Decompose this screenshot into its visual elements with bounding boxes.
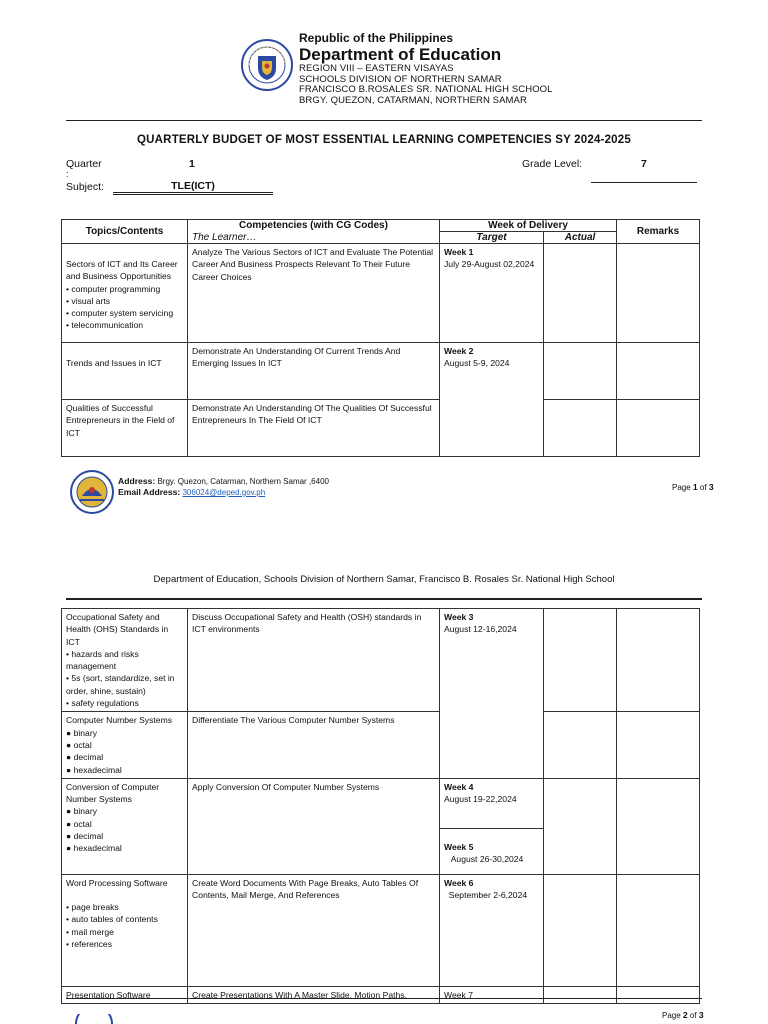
- school-logo-icon-partial: [74, 1014, 114, 1024]
- grade-level-value: 7: [641, 158, 647, 170]
- remarks-cell: [617, 874, 700, 986]
- topic-line: Computer Number Systems: [66, 715, 173, 726]
- table-row: [62, 874, 700, 986]
- actual-cell: [544, 986, 617, 1003]
- topic-cell: [62, 778, 188, 874]
- remarks-cell: [617, 609, 700, 712]
- deped-seal-icon: [241, 39, 293, 91]
- header-week-of-delivery: Week of Delivery: [440, 220, 617, 232]
- remarks-cell: [617, 244, 700, 343]
- address-text: Brgy. Quezon, Catarman, Northern Samar ,6400: [155, 477, 329, 486]
- actual-cell: [544, 343, 617, 400]
- topic-line: ● octal: [66, 818, 92, 829]
- topic-cell: [62, 609, 188, 712]
- competency-cell: Differentiate The Various Computer Number Systems: [188, 712, 440, 778]
- topic-line: • auto tables of contents: [66, 914, 158, 925]
- topic-line: • mail merge: [66, 926, 114, 937]
- target-cell: [440, 343, 544, 457]
- topic-line: Sectors of ICT and Its Career and Business Opportunities: [66, 259, 178, 282]
- target-cell: Week 7: [440, 986, 544, 1003]
- page2-header-rule: [66, 598, 702, 600]
- actual-cell: [544, 400, 617, 457]
- topic-cell: Qualities of Successful Entrepreneurs in the Field of ICT: [62, 400, 188, 457]
- topic-line: ● decimal: [66, 752, 104, 763]
- target-cell: [440, 609, 544, 779]
- page-total: 3: [698, 1010, 704, 1020]
- actual-cell: [544, 874, 617, 986]
- topic-line: ● octal: [66, 739, 92, 750]
- table-row: [62, 712, 700, 778]
- page-of: of: [697, 483, 709, 492]
- competency-cell: Demonstrate An Understanding Of Current Trends And Emerging Issues In ICT: [188, 343, 440, 400]
- email-link[interactable]: 306024@deped.gov.ph: [182, 488, 266, 497]
- page2-header: Department of Education, Schools Division of Northern Samar, Francisco B. Rosales Sr. National High School: [153, 574, 615, 585]
- competency-cell: Discuss Occupational Safety and Health (OSH) standards in ICT environments: [188, 609, 440, 712]
- school-text: FRANCISCO B.ROSALES SR. NATIONAL HIGH SCHOOL: [299, 84, 553, 95]
- topic-line: [66, 246, 183, 258]
- table-row: [62, 986, 700, 1003]
- quarter-label: Quarter: [66, 158, 102, 170]
- topic-line: ● binary: [66, 727, 97, 738]
- letterhead: [299, 32, 553, 105]
- table-row: [62, 778, 700, 828]
- header-the-learner: The Learner…: [188, 232, 440, 244]
- week-date: August 26-30,2024: [444, 854, 524, 865]
- competency-cell: Create Word Documents With Page Breaks, Auto Tables Of Contents, Mail Merge, And References: [188, 874, 440, 986]
- competency-cell: Analyze The Various Sectors of ICT and Evaluate The Potential Career And Business Prospects Relevant To Their Future Career Choices: [188, 244, 440, 343]
- topic-line: Word Processing Software: [66, 877, 168, 888]
- page-total: 3: [708, 482, 714, 492]
- page2-footer-rule: [66, 998, 702, 999]
- topic-line: • telecommunication: [66, 320, 144, 331]
- remarks-cell: [617, 986, 700, 1003]
- subject-value: TLE(ICT): [113, 180, 273, 193]
- remarks-cell: [617, 778, 700, 874]
- header-rule: [66, 120, 702, 121]
- page-of: of: [687, 1011, 699, 1020]
- topic-line: [66, 345, 183, 357]
- quarter-colon: :: [66, 169, 69, 179]
- topic-line: • 5s (sort, standardize, set in order, shine, sustain): [66, 673, 175, 696]
- page-current: 2: [682, 1010, 688, 1020]
- topic-line: • hazards and risks management: [66, 648, 139, 672]
- week-date: July 29-August 02,2024: [444, 259, 535, 270]
- topic-line: Trends and Issues in ICT: [66, 358, 162, 368]
- document-title: QUARTERLY BUDGET OF MOST ESSENTIAL LEARNING COMPETENCIES SY 2024-2025: [137, 134, 631, 146]
- topic-line: • visual arts: [66, 295, 111, 306]
- week-date: August 5-9, 2024: [444, 358, 510, 369]
- target-cell: [440, 828, 544, 874]
- competency-table-page2: [61, 608, 700, 1004]
- page-word: Page: [672, 483, 693, 492]
- topic-line: ● decimal: [66, 831, 104, 842]
- remarks-cell: [617, 343, 700, 400]
- target-cell: [440, 778, 544, 828]
- footer-address-block: [118, 476, 329, 498]
- topic-line: ● hexadecimal: [66, 843, 122, 854]
- topic-cell: [62, 244, 188, 343]
- remarks-cell: [617, 712, 700, 778]
- topic-line: ● binary: [66, 806, 97, 817]
- remarks-cell: [617, 400, 700, 457]
- region-text: REGION VIII – EASTERN VISAYAS: [299, 63, 454, 74]
- address-label: Address:: [118, 476, 156, 486]
- department-text: Department of Education: [299, 45, 502, 64]
- topic-line: Conversion of Computer Number Systems: [66, 781, 160, 805]
- topic-line: • references: [66, 939, 112, 950]
- grade-level-label: Grade Level:: [522, 158, 583, 170]
- week-label: Week 2: [444, 346, 474, 356]
- topic-cell: Presentation Software: [62, 986, 188, 1003]
- week-date: September 2-6,2024: [444, 890, 528, 901]
- page-word: Page: [662, 1011, 683, 1020]
- target-cell: [440, 244, 544, 343]
- email-label: Email Address:: [118, 487, 181, 497]
- table-row: [62, 343, 700, 400]
- topic-cell: [62, 874, 188, 986]
- target-cell: [440, 874, 544, 986]
- header-competencies: Competencies (with CG Codes): [188, 220, 440, 232]
- week-label: Week 3: [444, 612, 474, 622]
- subject-label: Subject:: [66, 181, 104, 193]
- week-date: August 12-16,2024: [444, 624, 517, 635]
- header-remarks: Remarks: [617, 220, 700, 244]
- header-actual: Actual: [544, 232, 617, 244]
- actual-cell: [544, 712, 617, 778]
- page-number-2: [662, 1010, 704, 1020]
- topic-line: • page breaks: [66, 902, 119, 913]
- table-row: [62, 244, 700, 343]
- quarter-value: 1: [189, 158, 195, 170]
- table-row: [62, 400, 700, 457]
- topic-line: • safety regulations: [66, 698, 139, 709]
- week-label: Week 1: [444, 247, 474, 257]
- grade-level-underline: [591, 182, 697, 183]
- page-current: 1: [692, 482, 698, 492]
- competency-cell: Demonstrate An Understanding Of The Qualities Of Successful Entrepreneurs In The Field Of ICT: [188, 400, 440, 457]
- topic-cell: [62, 343, 188, 400]
- week-label: Week 6: [444, 877, 474, 888]
- topic-line: Occupational Safety and Health (OHS) Standards in ICT: [66, 612, 169, 647]
- subject-underline: [113, 194, 273, 195]
- header-target: Target: [440, 232, 544, 244]
- topic-line: • computer programming: [66, 283, 161, 294]
- actual-cell: [544, 778, 617, 874]
- week-label: Week 4: [444, 781, 474, 792]
- topic-line: [66, 889, 183, 901]
- topic-line: • computer system servicing: [66, 308, 174, 319]
- topic-cell: [62, 712, 188, 778]
- competency-cell: Create Presentations With A Master Slide, Motion Paths,: [188, 986, 440, 1003]
- page-number-1: [672, 482, 714, 492]
- actual-cell: [544, 244, 617, 343]
- header-topics: Topics/Contents: [62, 220, 188, 244]
- week-date: August 19-22,2024: [444, 794, 517, 805]
- table-row: [62, 609, 700, 712]
- competency-table-page1: [61, 219, 700, 457]
- topic-line: ● hexadecimal: [66, 764, 122, 775]
- competency-cell: Apply Conversion Of Computer Number Systems: [188, 778, 440, 874]
- school-address-text: BRGY. QUEZON, CATARMAN, NORTHERN SAMAR: [299, 94, 527, 106]
- week-label: Week 5: [444, 841, 474, 852]
- republic-text: Republic of the Philippines: [299, 31, 454, 45]
- division-text: SCHOOLS DIVISION OF NORTHERN SAMAR: [299, 73, 502, 85]
- actual-cell: [544, 609, 617, 712]
- school-logo-icon: [70, 470, 114, 514]
